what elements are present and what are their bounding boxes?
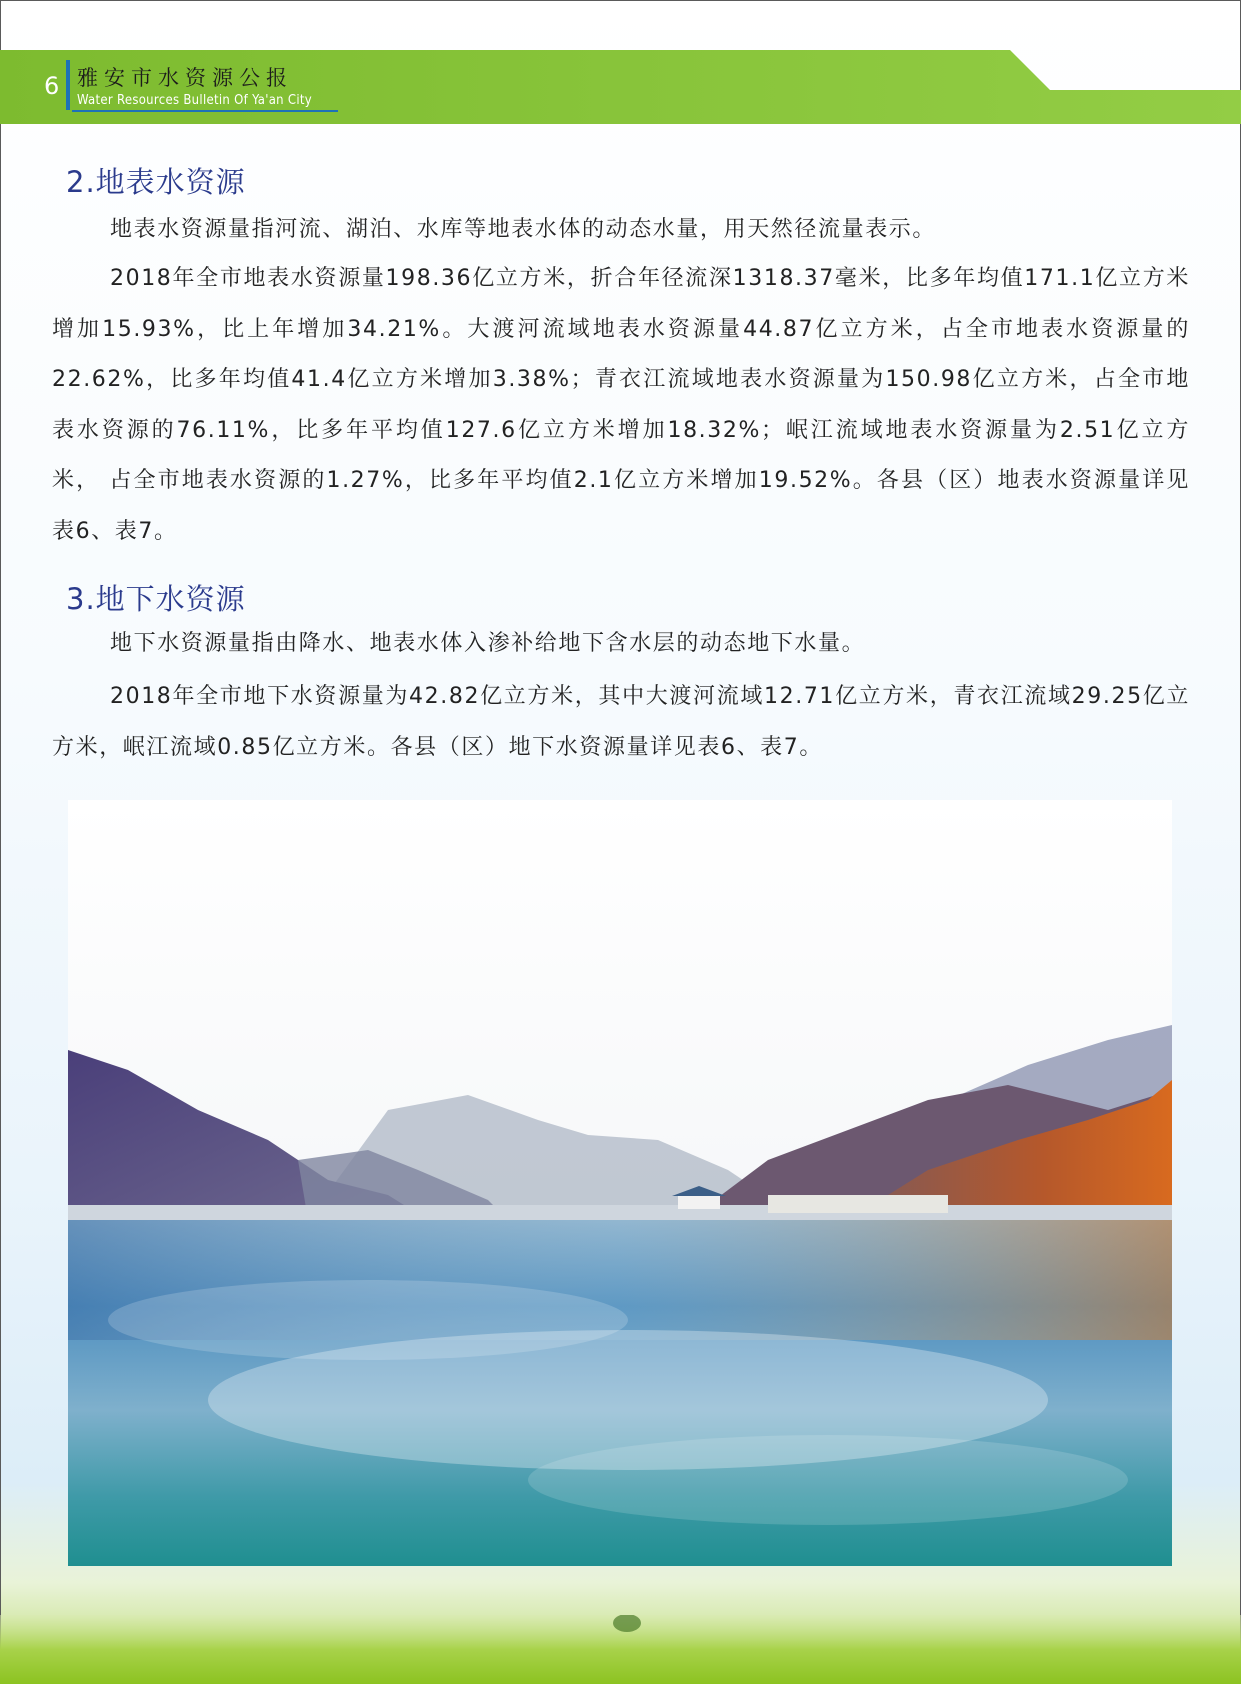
paragraph-groundwater-definition: 地下水资源量指由降水、地表水体入渗补给地下含水层的动态地下水量。 [110,631,866,656]
bulletin-subtitle: Water Resources Bulletin Of Ya'an City [77,93,313,108]
header-underline [72,110,338,112]
paragraph-surface-definition: 地表水资源量指河流、湖泊、水库等地表水体的动态水量，用天然径流量表示。 [110,217,937,242]
section-heading-surface-water: 2.地表水资源 [66,165,246,199]
header-separator [66,60,70,110]
lake-landscape-photo [68,800,1172,1566]
paragraph-groundwater-statistics: 2018年全市地下水资源量为42.82亿立方米，其中大渡河流域12.71亿立方米，青衣江流域29.25亿立方米，岷江流域0.85亿立方米。各县（区）地下水资源量详见表6、表7。 [52,684,1190,760]
paragraph-surface-statistics: 2018年全市地表水资源量198.36亿立方米，折合年径流深1318.37毫米，比多年均值171.1亿立方米增加15.93%，比上年增加34.21%。大渡河流域地表水资源量44.87亿立方米，占全市地表水资源量的22.62%，比多年均值41.4亿立方米增加3.38%；青衣江流域地表水资源量为150.98亿立方米，占全市地表水资源的76.11%，比多年平均值127.6亿立方米增加18.32%；岷江流域地表水资源量为2.51亿立方米， 占全市地表水资源的1.27%，比多年平均值2.1亿立方米增加19.52%。各县（区）地表水资源量详见表6、表7。 [52,266,1190,544]
bulletin-title: 雅安市水资源公报 [77,66,293,90]
grass-decoration [0,1615,1241,1684]
section-heading-groundwater: 3.地下水资源 [66,582,246,616]
page-number: 6 [44,72,60,100]
